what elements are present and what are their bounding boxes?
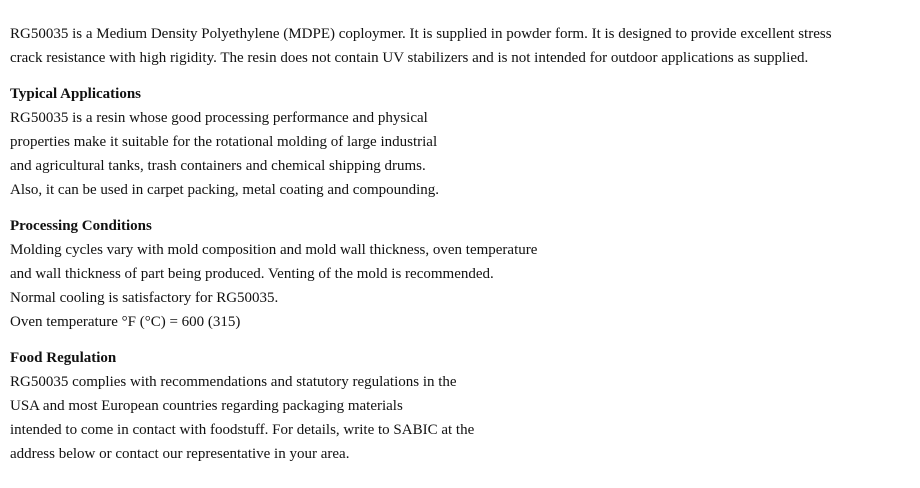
text-line: and agricultural tanks, trash containers and chemical shipping drums.: [10, 158, 426, 174]
food-regulation-section: [10, 346, 910, 466]
text-line: and wall thickness of part being produced. Venting of the mold is recommended.: [10, 266, 494, 282]
text-line: RG50035 complies with recommendations and statutory regulations in the: [10, 374, 457, 390]
typical-applications-section: [10, 82, 910, 202]
processing-conditions-text: [10, 238, 910, 334]
text-line: USA and most European countries regarding packaging materials: [10, 398, 403, 414]
typical-applications-heading: Typical Applications: [10, 86, 142, 102]
text-line: Normal cooling is satisfactory for RG50035.: [10, 290, 279, 306]
text-line: properties make it suitable for the rotational molding of large industrial: [10, 134, 438, 150]
typical-applications-text: [10, 106, 910, 202]
intro-line: crack resistance with high rigidity. The resin does not contain UV stabilizers and is not intended for outdoor applications as supplied.: [10, 50, 809, 66]
intro-line: RG50035 is a Medium Density Polyethylene (MDPE) coploymer. It is supplied in powder form. It is designed to provide excellent stress: [10, 26, 832, 42]
food-regulation-heading: Food Regulation: [10, 350, 117, 366]
intro-paragraph: [10, 22, 910, 70]
processing-conditions-heading: Processing Conditions: [10, 218, 152, 234]
processing-conditions-section: [10, 214, 910, 334]
text-line: Also, it can be used in carpet packing, metal coating and compounding.: [10, 182, 440, 198]
food-regulation-text: [10, 370, 910, 466]
text-line: Oven temperature °F (°C) = 600 (315): [10, 314, 241, 330]
text-line: RG50035 is a resin whose good processing performance and physical: [10, 110, 428, 126]
text-line: address below or contact our representative in your area.: [10, 446, 350, 462]
text-line: Molding cycles vary with mold composition and mold wall thickness, oven temperature: [10, 242, 538, 258]
text-line: intended to come in contact with foodstuff. For details, write to SABIC at the: [10, 422, 475, 438]
